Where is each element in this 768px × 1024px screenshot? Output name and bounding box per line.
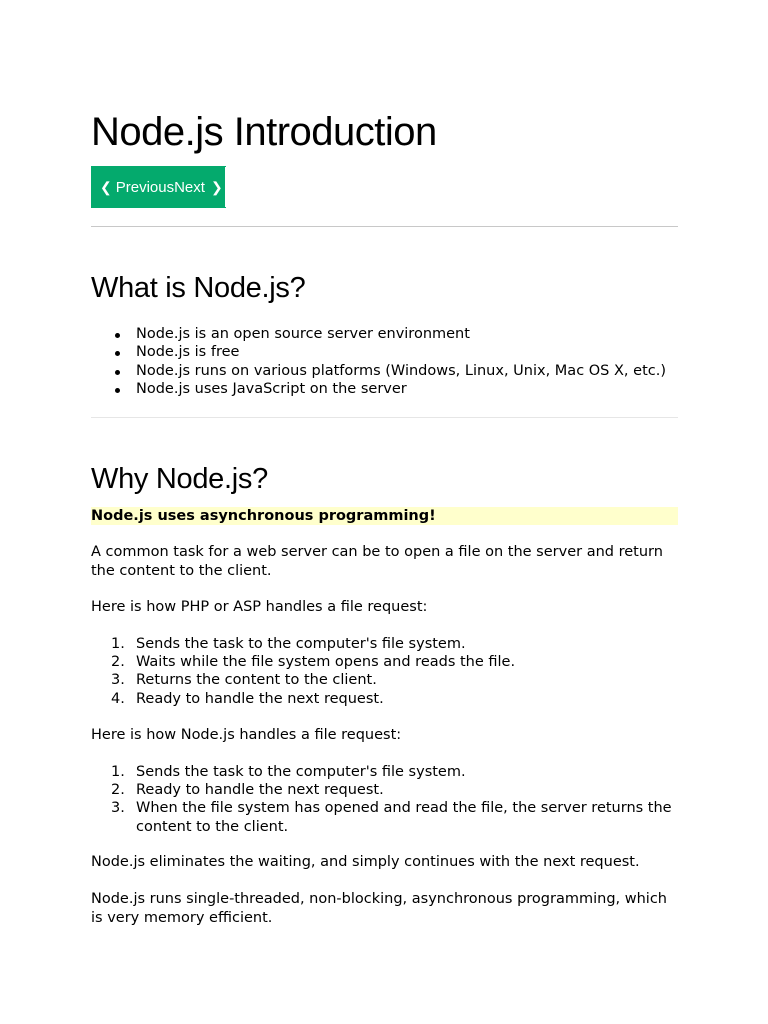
- previous-button[interactable]: [92, 167, 174, 207]
- php-intro: Here is how PHP or ASP handles a file request:: [91, 599, 428, 615]
- list-item: Node.js uses JavaScript on the server: [91, 380, 666, 398]
- what-list: [91, 325, 666, 398]
- highlight-note: Node.js uses asynchronous programming!: [91, 507, 678, 525]
- what-heading: What is Node.js?: [91, 272, 306, 304]
- list-item: Node.js is free: [91, 343, 666, 361]
- light-divider: [91, 417, 678, 418]
- node-intro: Here is how Node.js handles a file request:: [91, 727, 402, 743]
- list-item: 1. Sends the task to the computer's file system.: [111, 764, 466, 780]
- summary-paragraph: Node.js runs single-threaded, non-blocking, asynchronous programming, which is very memory efficient.: [91, 891, 667, 926]
- next-label: Next: [174, 178, 205, 196]
- list-item: 2. Ready to handle the next request.: [111, 782, 384, 799]
- chevron-left-icon: ❮: [100, 178, 112, 195]
- node-steps: [91, 763, 678, 836]
- list-item: 3. When the file system has opened and read the file, the server returns the content to the client.: [111, 800, 672, 835]
- section-divider: [91, 226, 678, 227]
- list-item: Node.js is an open source server environment: [91, 325, 666, 343]
- list-item: 3. Returns the content to the client.: [111, 672, 377, 689]
- intro-paragraph: A common task for a web server can be to open a file on the server and return the content to the client.: [91, 544, 663, 579]
- previous-label: Previous: [115, 178, 175, 196]
- page-title: Node.js Introduction: [91, 110, 437, 154]
- next-button[interactable]: [174, 167, 225, 207]
- php-steps: [91, 635, 678, 708]
- eliminates-paragraph: Node.js eliminates the waiting, and simply continues with the next request.: [91, 854, 640, 870]
- why-heading: Why Node.js?: [91, 463, 268, 495]
- list-item: 4. Ready to handle the next request.: [111, 690, 384, 707]
- list-item: Node.js runs on various platforms (Windows, Linux, Unix, Mac OS X, etc.): [91, 362, 666, 380]
- list-item: 1. Sends the task to the computer's file system.: [111, 636, 466, 652]
- list-item: 2. Waits while the file system opens and reads the file.: [111, 654, 516, 671]
- chevron-right-icon: ❯: [210, 178, 223, 195]
- prev-next-nav: [91, 166, 226, 208]
